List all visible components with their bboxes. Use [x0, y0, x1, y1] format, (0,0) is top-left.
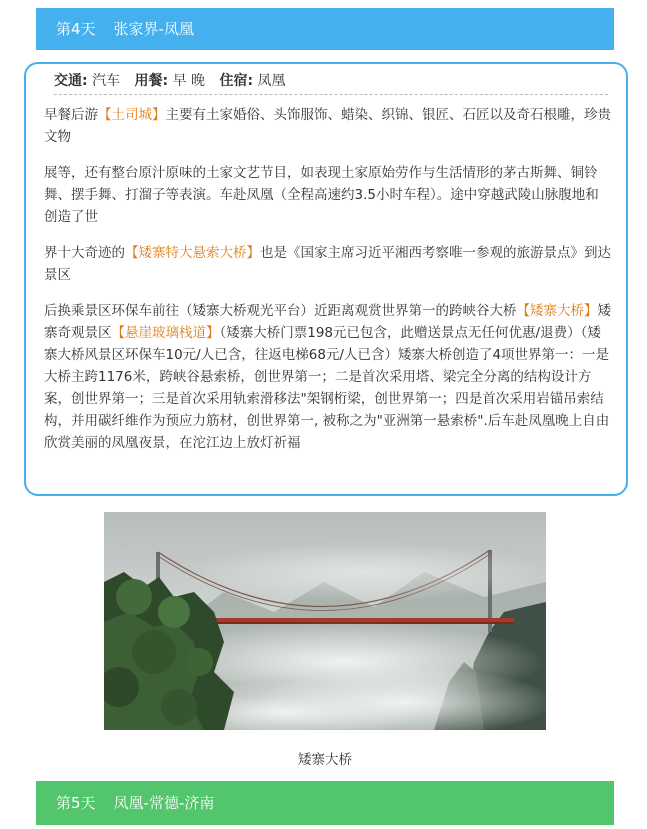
text: 主要有土家婚俗、头饰服饰、蜡染、织锦、银匠、石匠以及奇石根雕，珍贵文物: [44, 107, 611, 145]
text: 早餐后游: [44, 107, 98, 123]
text: 也是《国家主席习近平湘西考察唯一参观的旅游景点》到达景区: [44, 245, 611, 283]
text: 矮寨奇观景区: [44, 303, 611, 341]
meal-value: 早 晚: [172, 73, 206, 89]
transport-value: 汽车: [92, 73, 121, 89]
highlight-glass-walkway: 【悬崖玻璃栈道】: [111, 325, 220, 341]
paragraph-2: 展等，还有整台原汁原味的土家文艺节目，如表现土家原始劳作与生活情形的茅古斯舞、铜铃舞、摆手舞、打溜子等表演。车赴凤凰（全程高速约3.5小时车程）。途中穿越武陵山脉腹地和创造了世: [44, 165, 599, 225]
paragraph-4: [44, 300, 612, 454]
day-label: 第4天: [56, 20, 96, 38]
stay-label: 住宿:: [219, 73, 254, 89]
photo-caption: 矮寨大桥: [298, 752, 352, 768]
meal-label: 用餐:: [134, 73, 169, 89]
day-route: 凤凰-常德-济南: [113, 794, 215, 812]
bridge-photo: [104, 512, 546, 730]
highlight-tusicheng: 【土司城】: [98, 107, 166, 123]
day-5-header: [36, 781, 614, 825]
paragraph-1: [44, 104, 612, 148]
text: 后换乘景区环保车前往（矮寨大桥观光平台）近距离观赏世界第一的跨峡谷大桥: [44, 303, 517, 319]
bridge-photo-image: [104, 512, 546, 730]
text: 界十大奇迹的: [44, 245, 125, 261]
paragraph-3: [44, 242, 612, 286]
day-4-header: [36, 8, 614, 50]
stay-value: 凤凰: [257, 73, 286, 89]
highlight-aizhai-daqiao: 【矮寨大桥】: [516, 303, 598, 319]
highlight-aizhai-bridge: 【矮寨特大悬索大桥】: [125, 245, 260, 261]
day-route: 张家界-凤凰: [113, 20, 194, 38]
itinerary-card: [24, 62, 628, 496]
transport-label: 交通:: [54, 73, 88, 89]
day-label: 第5天: [56, 794, 96, 812]
meta-row: [54, 70, 608, 95]
text: （矮寨大桥门票198元已包含，此赠送景点无任何优惠/退费）（矮寨大桥风景区环保车10元/人已含，往返电梯68元/人已含）矮寨大桥创造了4项世界第一：一是大桥主跨1176米，跨峡谷悬索桥，创世界第一；二是首次采用塔、梁完全分离的结构设计方案，创世界第一；三是首次采用轨索滑移法"架钢桁梁，创世界第一；四是首次采用岩锚吊索结构，并用碳纤维作为预应力筋材，创世界第一, 被称之为"亚洲第一悬索桥".后车赴凤凰晚上自由欣赏美丽的凤凰夜景，在沱江边上放灯祈福: [44, 325, 610, 451]
